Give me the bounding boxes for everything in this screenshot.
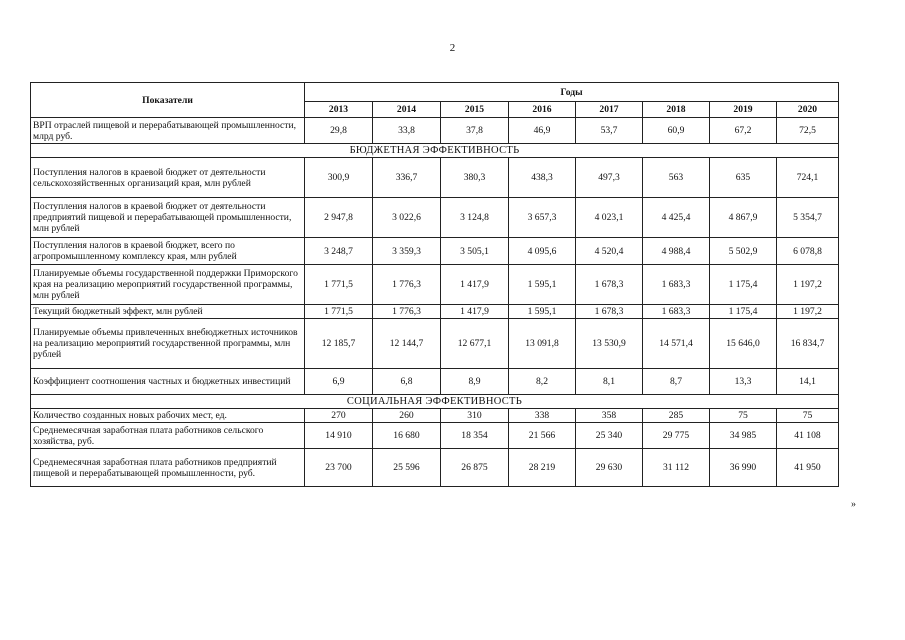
value-cell: 1 776,3 [373,265,441,305]
value-cell: 1 595,1 [509,265,576,305]
value-cell: 1 197,2 [777,305,839,319]
value-cell: 310 [441,409,509,423]
value-cell: 23 700 [305,449,373,487]
value-cell: 1 417,9 [441,305,509,319]
value-cell: 21 566 [509,423,576,449]
value-cell: 16 680 [373,423,441,449]
value-cell: 8,9 [441,369,509,395]
table-row [31,265,839,305]
value-cell: 29 775 [643,423,710,449]
value-cell: 34 985 [710,423,777,449]
value-cell: 285 [643,409,710,423]
table-row [31,319,839,369]
value-cell: 2 947,8 [305,198,373,238]
value-cell: 497,3 [576,158,643,198]
value-cell: 12 144,7 [373,319,441,369]
value-cell: 438,3 [509,158,576,198]
value-cell: 338 [509,409,576,423]
value-cell: 33,8 [373,118,441,144]
indicator-label: Среднемесячная заработная плата работников предприятий пищевой и перерабатывающей промышленности, руб. [31,449,305,487]
value-cell: 26 875 [441,449,509,487]
table-row [31,198,839,238]
indicator-label: Количество созданных новых рабочих мест, ед. [31,409,305,423]
table-row [31,423,839,449]
value-cell: 18 354 [441,423,509,449]
table-row [31,238,839,265]
year-header-2019: 2019 [710,102,777,118]
year-header-2016: 2016 [509,102,576,118]
value-cell: 4 023,1 [576,198,643,238]
section-title: БЮДЖЕТНАЯ ЭФФЕКТИВНОСТЬ [31,144,839,158]
value-cell: 1 417,9 [441,265,509,305]
value-cell: 75 [777,409,839,423]
year-header-2015: 2015 [441,102,509,118]
indicator-label: Текущий бюджетный эффект, млн рублей [31,305,305,319]
value-cell: 4 520,4 [576,238,643,265]
value-cell: 8,2 [509,369,576,395]
section-row [31,395,839,409]
value-cell: 563 [643,158,710,198]
years-header: Годы [305,83,839,102]
year-header-2020: 2020 [777,102,839,118]
value-cell: 1 771,5 [305,305,373,319]
value-cell: 724,1 [777,158,839,198]
value-cell: 8,7 [643,369,710,395]
table-body [31,118,839,487]
value-cell: 29 630 [576,449,643,487]
year-header-2014: 2014 [373,102,441,118]
value-cell: 1 776,3 [373,305,441,319]
year-header-2017: 2017 [576,102,643,118]
value-cell: 6 078,8 [777,238,839,265]
value-cell: 1 683,3 [643,305,710,319]
page-number: 2 [449,42,456,54]
value-cell: 3 022,6 [373,198,441,238]
year-header-2013: 2013 [305,102,373,118]
value-cell: 260 [373,409,441,423]
table-row [31,118,839,144]
value-cell: 53,7 [576,118,643,144]
value-cell: 14 571,4 [643,319,710,369]
value-cell: 5 354,7 [777,198,839,238]
value-cell: 1 175,4 [710,265,777,305]
value-cell: 3 248,7 [305,238,373,265]
value-cell: 3 505,1 [441,238,509,265]
value-cell: 25 340 [576,423,643,449]
value-cell: 3 359,3 [373,238,441,265]
table-row [31,305,839,319]
value-cell: 6,9 [305,369,373,395]
value-cell: 28 219 [509,449,576,487]
value-cell: 336,7 [373,158,441,198]
value-cell: 1 683,3 [643,265,710,305]
value-cell: 14 910 [305,423,373,449]
value-cell: 1 595,1 [509,305,576,319]
year-header-2018: 2018 [643,102,710,118]
value-cell: 300,9 [305,158,373,198]
value-cell: 6,8 [373,369,441,395]
table-row [31,409,839,423]
value-cell: 5 502,9 [710,238,777,265]
value-cell: 1 197,2 [777,265,839,305]
value-cell: 4 095,6 [509,238,576,265]
value-cell: 1 175,4 [710,305,777,319]
value-cell: 14,1 [777,369,839,395]
value-cell: 36 990 [710,449,777,487]
value-cell: 4 867,9 [710,198,777,238]
indicator-label: Поступления налогов в краевой бюджет от деятельности сельскохозяйственных организаций края, млн рублей [31,158,305,198]
value-cell: 1 678,3 [576,265,643,305]
indicator-label: Коэффициент соотношения частных и бюджетных инвестиций [31,369,305,395]
indicator-label: Среднемесячная заработная плата работников сельского хозяйства, руб. [31,423,305,449]
indicator-label: Поступления налогов в краевой бюджет, всего по агропромышленному комплексу края, млн рублей [31,238,305,265]
value-cell: 72,5 [777,118,839,144]
value-cell: 29,8 [305,118,373,144]
value-cell: 4 425,4 [643,198,710,238]
value-cell: 37,8 [441,118,509,144]
value-cell: 4 988,4 [643,238,710,265]
indicator-label: Планируемые объемы государственной поддержки Приморского края на реализацию мероприятий государственной программы, млн рублей [31,265,305,305]
indicator-label: Планируемые объемы привлеченных внебюджетных источников на реализацию мероприятий государственной программы, млн рублей [31,319,305,369]
indicator-header: Показатели [31,83,305,118]
indicator-label: ВРП отраслей пищевой и перерабатывающей промышленности, млрд руб. [31,118,305,144]
value-cell: 15 646,0 [710,319,777,369]
value-cell: 3 657,3 [509,198,576,238]
value-cell: 13 530,9 [576,319,643,369]
value-cell: 13 091,8 [509,319,576,369]
section-row [31,144,839,158]
value-cell: 75 [710,409,777,423]
value-cell: 16 834,7 [777,319,839,369]
value-cell: 41 108 [777,423,839,449]
section-title: СОЦИАЛЬНАЯ ЭФФЕКТИВНОСТЬ [31,395,839,409]
value-cell: 12 677,1 [441,319,509,369]
value-cell: 1 678,3 [576,305,643,319]
efficiency-table [30,82,839,487]
value-cell: 12 185,7 [305,319,373,369]
value-cell: 635 [710,158,777,198]
indicator-label: Поступления налогов в краевой бюджет от деятельности предприятий пищевой и перерабатывающей промышленности, млн рублей [31,198,305,238]
value-cell: 13,3 [710,369,777,395]
value-cell: 3 124,8 [441,198,509,238]
value-cell: 358 [576,409,643,423]
value-cell: 41 950 [777,449,839,487]
value-cell: 8,1 [576,369,643,395]
value-cell: 1 771,5 [305,265,373,305]
value-cell: 270 [305,409,373,423]
value-cell: 46,9 [509,118,576,144]
value-cell: 60,9 [643,118,710,144]
table-row [31,158,839,198]
value-cell: 25 596 [373,449,441,487]
value-cell: 31 112 [643,449,710,487]
value-cell: 380,3 [441,158,509,198]
table-row [31,369,839,395]
value-cell: 67,2 [710,118,777,144]
closing-quote-mark: » [851,499,856,510]
table-row [31,449,839,487]
